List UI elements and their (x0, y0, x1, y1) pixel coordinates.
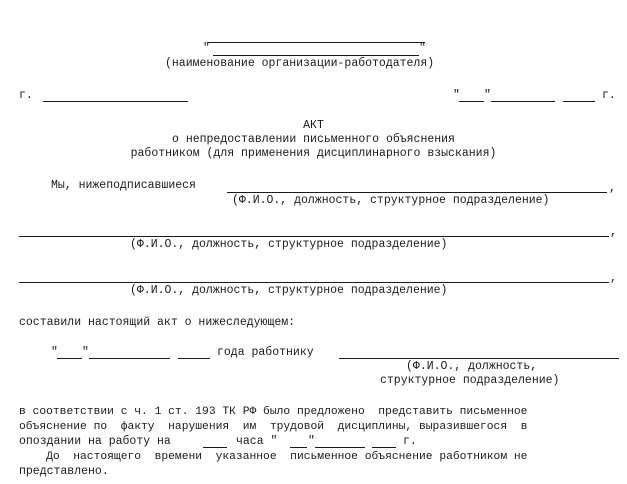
body-date-quote-open: " (51, 346, 58, 359)
late-day-field[interactable] (290, 447, 307, 448)
employee-caption-1: (Ф.И.О., должность, (406, 360, 538, 373)
org-quote-open: " (203, 42, 210, 55)
date-year-field[interactable] (563, 101, 595, 102)
body-date-quote-close: " (82, 346, 89, 359)
body-date-month-field[interactable] (89, 358, 170, 359)
signatory-2-field[interactable] (19, 236, 609, 237)
year-to-employee: года работнику (217, 346, 314, 359)
employee-caption-2: структурное подразделение) (380, 374, 560, 387)
org-quote-close: " (419, 42, 426, 55)
signatory-2-comma: , (610, 226, 617, 239)
signatories-intro: Мы, нижеподписавшиеся (51, 179, 196, 192)
doc-subtitle-2: работником (для применения дисциплинарного взыскания) (130, 147, 497, 160)
signatory-3-field[interactable] (19, 282, 609, 283)
para2-line2: представлено. (19, 465, 109, 478)
para1-line1: в соответствии с ч. 1 ст. 193 ТК РФ было предложено представить письменное (19, 406, 528, 418)
signatory-1-caption: (Ф.И.О., должность, структурное подразделение) (232, 194, 550, 207)
city-prefix: г. (19, 89, 33, 102)
employee-field[interactable] (339, 358, 619, 359)
late-year-field[interactable] (372, 447, 396, 448)
date-quote-close: " (484, 89, 491, 102)
para1-line2: объяснение по факту нарушения им трудовой дисциплины, выразившегося в (19, 421, 528, 433)
body-date-day-field[interactable] (57, 358, 82, 359)
org-caption: (наименование организации-работодателя) (165, 57, 435, 70)
year-suffix: г. (602, 89, 616, 102)
date-month-field[interactable] (491, 101, 555, 102)
compiled-statement: составили настоящий акт о нижеследующем: (19, 316, 296, 329)
org-name-field-top[interactable] (207, 42, 425, 43)
para1-line3-a: опоздании на работу на (19, 435, 171, 448)
para1-line3-b: часа " (236, 435, 278, 448)
signatory-1-comma: , (609, 182, 616, 195)
signatory-3-caption: (Ф.И.О., должность, структурное подразделение) (130, 284, 448, 297)
para1-line3-c: " (308, 435, 315, 448)
signatory-3-comma: , (610, 272, 617, 285)
hours-field[interactable] (203, 447, 227, 448)
doc-title: АКТ (303, 119, 324, 132)
org-name-field[interactable] (213, 55, 419, 56)
para2-line1: До настоящего времени указанное письменное объяснение работником не (19, 451, 528, 463)
date-quote-open: " (453, 89, 460, 102)
doc-subtitle-1: о непредоставлении письменного объяснения (172, 133, 455, 146)
signatory-1-field[interactable] (227, 192, 607, 193)
signatory-2-caption: (Ф.И.О., должность, структурное подразделение) (130, 238, 448, 251)
para1-line3-d: г. (403, 435, 417, 448)
date-day-field[interactable] (459, 101, 484, 102)
late-month-field[interactable] (315, 447, 365, 448)
body-date-year-field[interactable] (178, 358, 210, 359)
city-field[interactable] (43, 101, 188, 102)
